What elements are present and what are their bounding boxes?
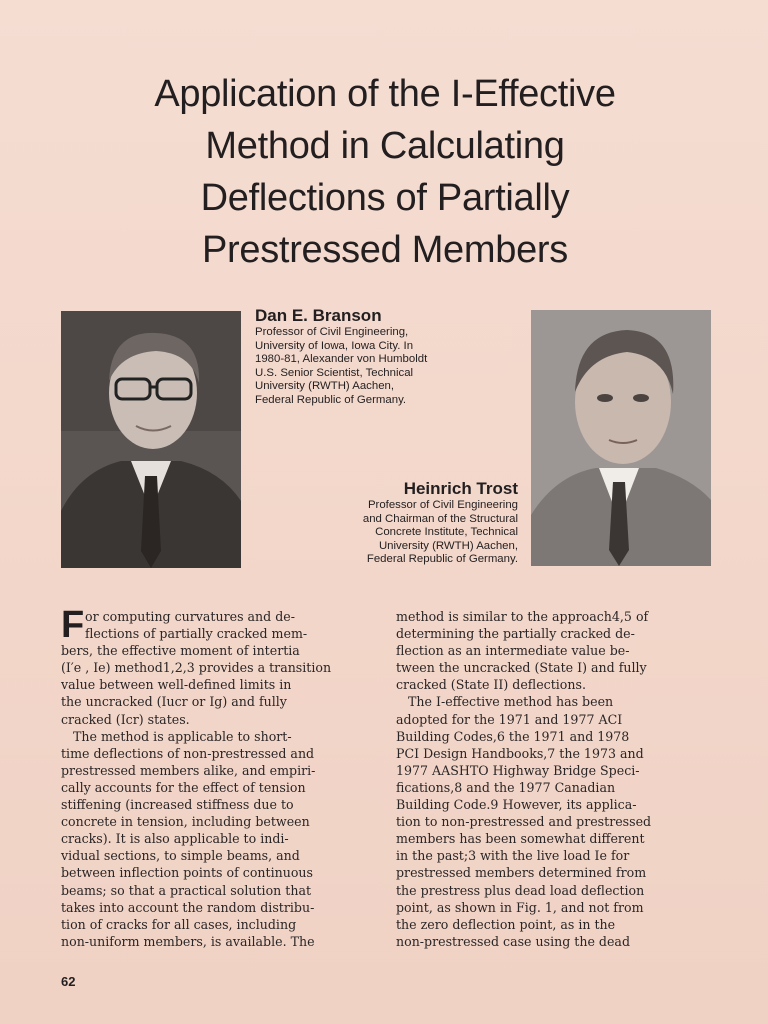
body-line: The method is applicable to short- — [73, 728, 292, 744]
body-line: in the past;3 with the live load Ie for — [396, 848, 630, 864]
page-number: 62 — [61, 974, 76, 989]
body-line: tion of cracks for all cases, including — [61, 916, 297, 932]
bio-line: U.S. Senior Scientist, Technical — [255, 366, 414, 379]
body-line: tion to non-prestressed and prestressed — [396, 814, 652, 830]
bio-line: Professor of Civil Engineering, — [255, 326, 409, 338]
title-line: Application of the I-Effective — [154, 73, 616, 115]
body-line: cally accounts for the effect of tension — [61, 779, 306, 795]
bio-line: University (RWTH) Aachen, — [378, 539, 518, 552]
bio-line: 1980-81, Alexander von Humboldt — [255, 353, 428, 366]
body-line: 1977 AASHTO Highway Bridge Speci- — [396, 762, 640, 778]
body-line: method is similar to the approach4,5 of — [396, 609, 649, 624]
body-column-left — [61, 604, 381, 950]
body-line: stiffening (increased stiffness due to — [61, 797, 294, 813]
article-title — [60, 68, 710, 276]
body-line: determining the partially cracked de- — [396, 626, 635, 642]
body-line: cracked (Icr) states. — [61, 711, 190, 727]
body-line: bers, the effective moment of intertia — [61, 643, 300, 659]
bio-line: Professor of Civil Engineering — [367, 499, 518, 511]
drop-cap: F — [61, 604, 85, 646]
body-line: the prestress plus dead load deflection — [396, 882, 645, 898]
body-line: between inflection points of continuous — [61, 865, 313, 881]
author-photo-branson — [61, 311, 241, 568]
author-bio — [300, 499, 518, 567]
author-name: Dan E. Branson — [255, 306, 382, 325]
body-line: concrete in tension, including between — [61, 814, 310, 830]
bio-line: Federal Republic of Germany. — [366, 553, 518, 566]
author-photo-trost — [531, 310, 711, 566]
bio-line: and Chairman of the Structural — [362, 512, 518, 525]
body-line: the uncracked (Iucr or Ig) and fully — [61, 694, 287, 710]
body-line: adopted for the 1971 and 1977 ACI — [396, 711, 623, 727]
body-line: beams; so that a practical solution that — [61, 882, 312, 898]
body-line: prestressed members determined from — [396, 865, 647, 881]
body-line: cracked (State II) deflections. — [396, 677, 586, 693]
author-bio — [255, 326, 500, 408]
body-line: or computing curvatures and de- — [85, 609, 295, 624]
body-line: PCI Design Handbooks,7 the 1973 and — [396, 745, 644, 761]
body-line: The I-effective method has been — [408, 694, 614, 710]
body-line: vidual sections, to simple beams, and — [61, 848, 300, 864]
body-line: prestressed members alike, and empiri- — [61, 762, 316, 778]
bio-line: University (RWTH) Aachen, — [255, 380, 395, 393]
body-line: value between well-defined limits in — [61, 677, 292, 693]
body-column-right — [396, 608, 716, 950]
author-branson — [255, 306, 500, 408]
body-line: Building Codes,6 the 1971 and 1978 — [396, 728, 630, 744]
body-line: fications,8 and the 1977 Canadian — [396, 779, 616, 795]
body-line: non-uniform members, is available. The — [61, 933, 315, 949]
body-line: flection as an intermediate value be- — [396, 643, 630, 659]
title-line: Deflections of Partially — [200, 177, 570, 219]
bio-line: Concrete Institute, Technical — [375, 526, 518, 539]
body-line: members has been somewhat different — [396, 831, 645, 847]
bio-line: Federal Republic of Germany. — [255, 393, 407, 406]
body-line: non-prestressed case using the dead — [396, 933, 631, 949]
body-line: the zero deflection point, as in the — [396, 916, 616, 932]
body-line: cracks). It is also applicable to indi- — [61, 831, 289, 847]
author-name: Heinrich Trost — [403, 479, 518, 498]
body-line: takes into account the random distribu- — [61, 899, 315, 915]
body-line: tween the uncracked (State I) and fully — [396, 660, 647, 676]
body-line: Building Code.9 However, its applica- — [396, 797, 637, 813]
title-line: Method in Calculating — [205, 125, 565, 167]
author-trost — [300, 479, 518, 567]
bio-line: University of Iowa, Iowa City. In — [255, 339, 414, 352]
body-line: time deflections of non-prestressed and — [61, 745, 315, 761]
body-line: (I′e , Ie) method1,2,3 provides a transition — [61, 660, 332, 676]
title-line: Prestressed Members — [202, 229, 568, 271]
body-line: point, as shown in Fig. 1, and not from — [396, 899, 644, 915]
body-line: flections of partially cracked mem- — [85, 626, 308, 642]
